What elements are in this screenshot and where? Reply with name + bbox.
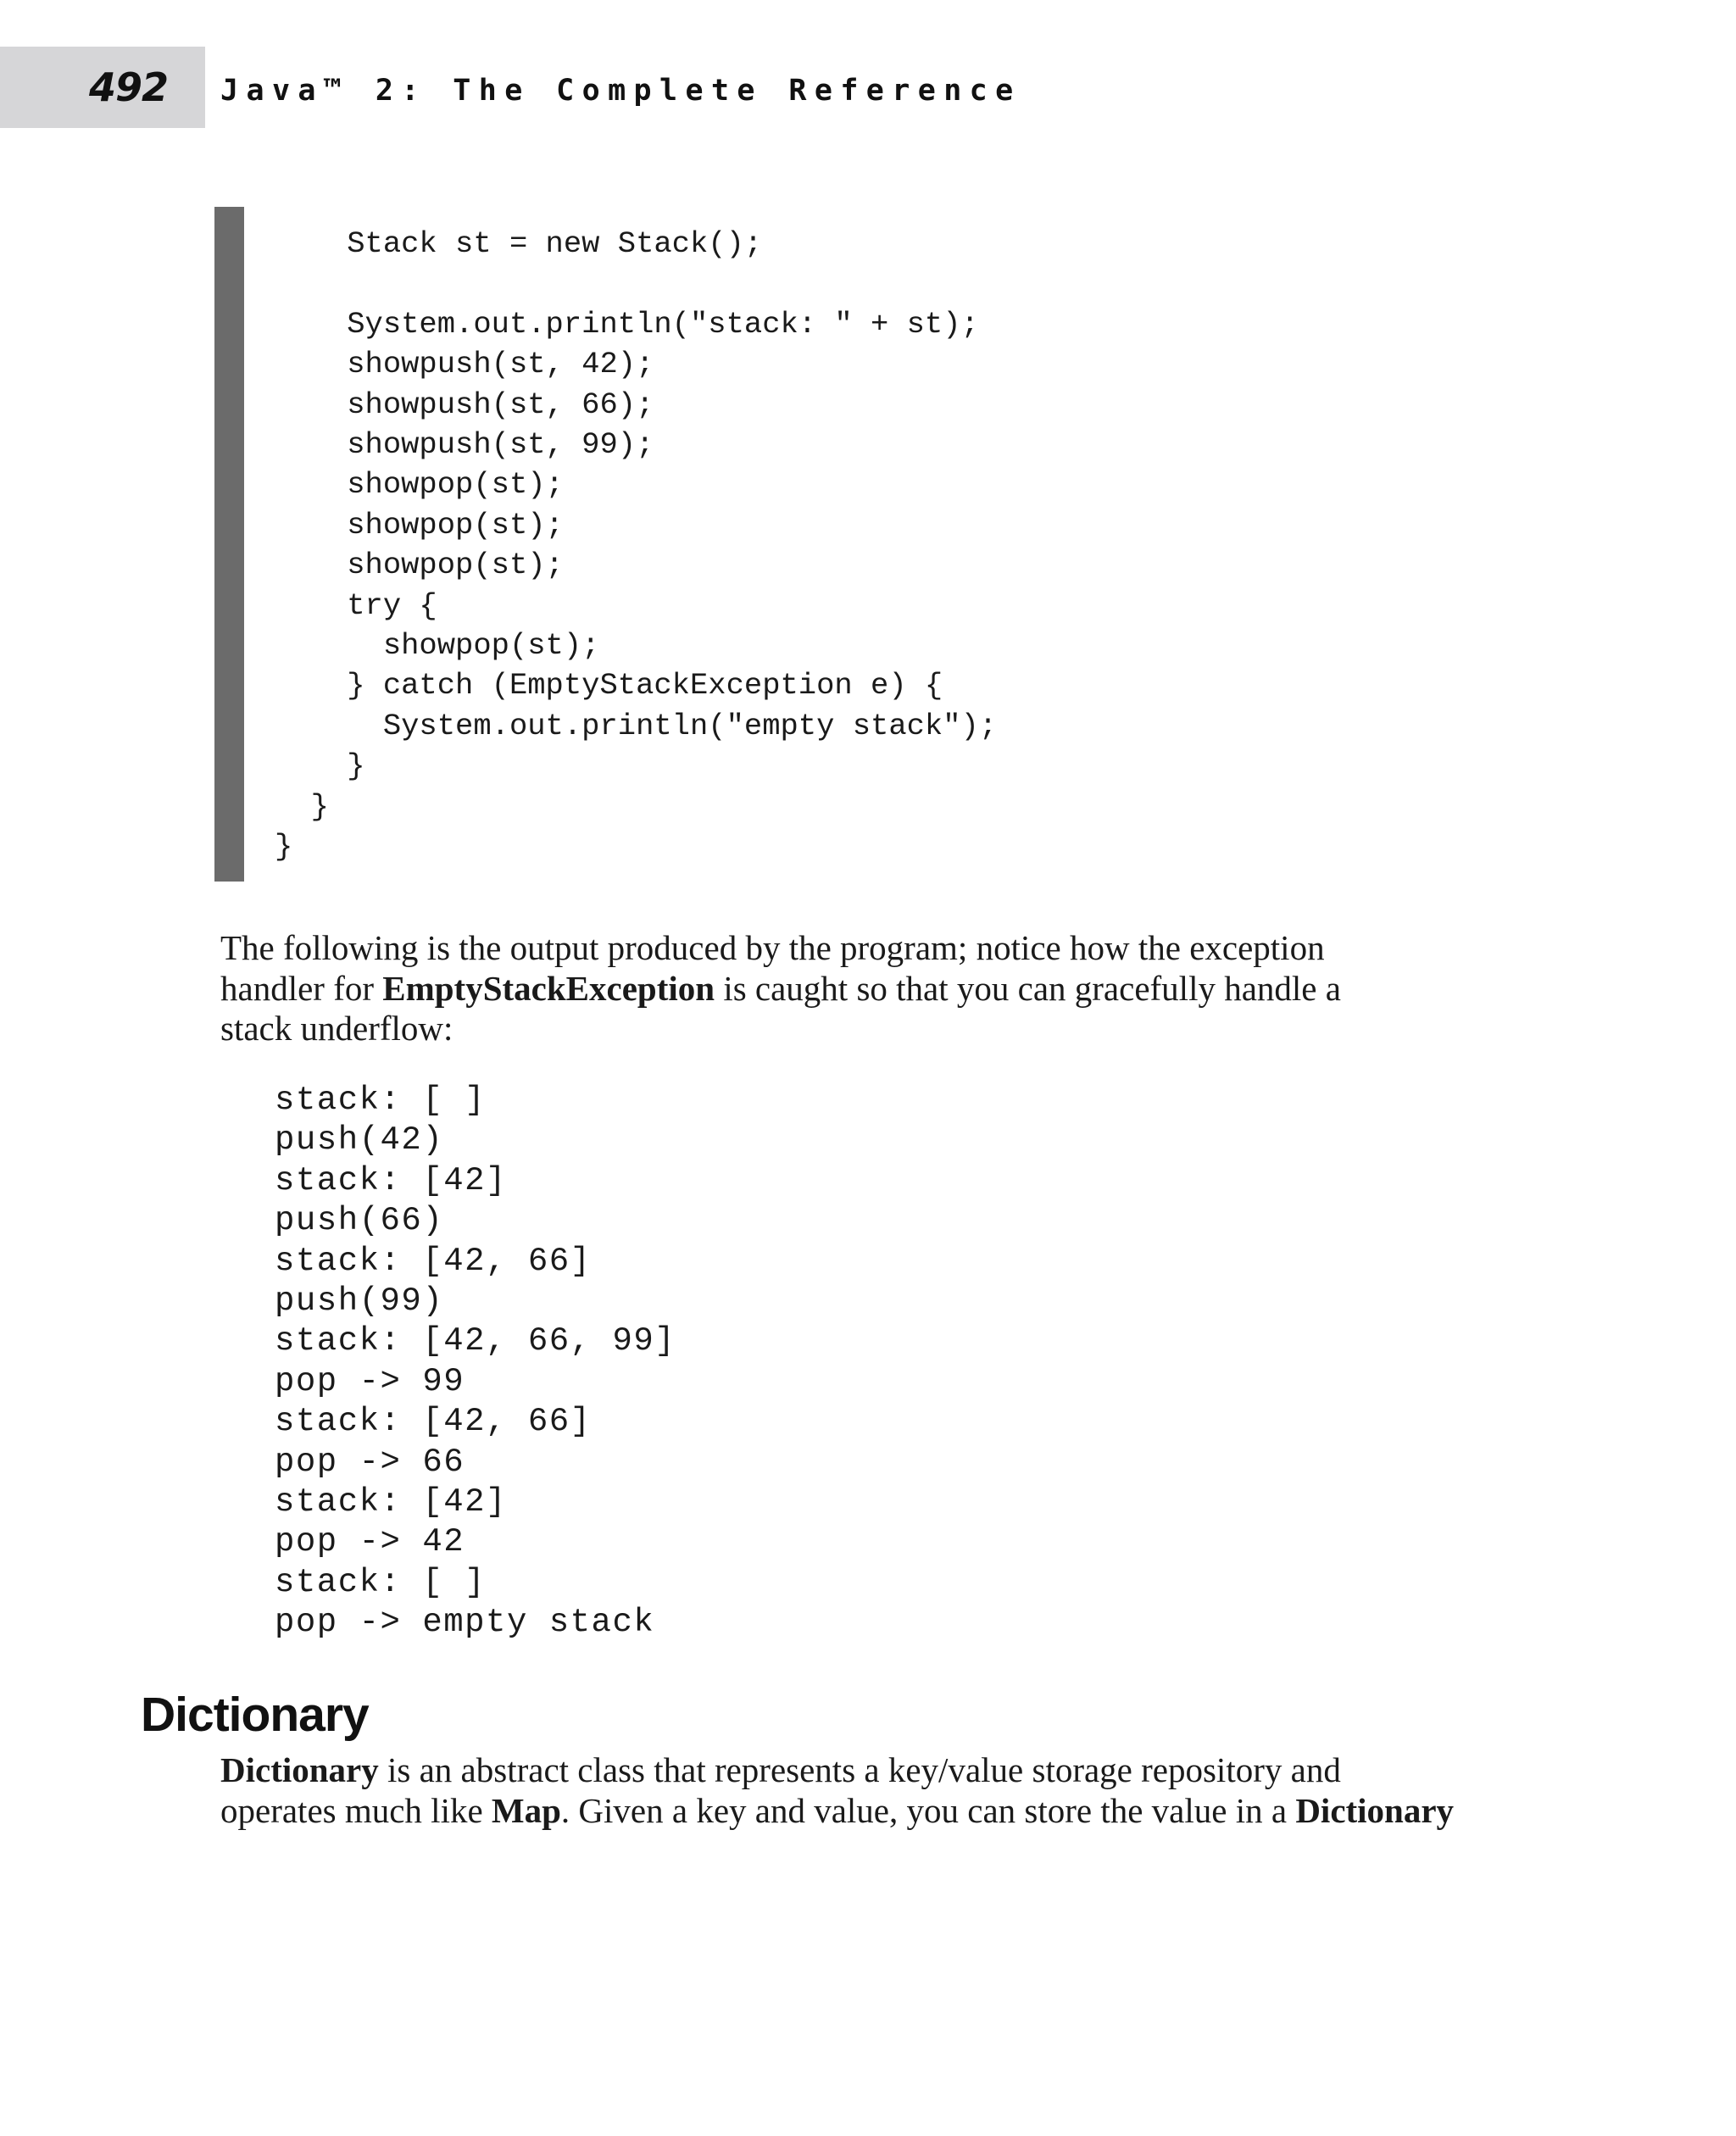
output-line: stack: [42, 66]	[275, 1242, 592, 1280]
output-line: pop -> empty stack	[275, 1604, 655, 1642]
code-line: showpop(st);	[275, 507, 564, 542]
text-run: is an abstract class that represents a key/value storage repository and	[378, 1750, 1341, 1789]
page-number: 492	[88, 64, 168, 110]
output-line: push(99)	[275, 1282, 444, 1321]
text-run: . Given a key and value, you can store the value in a	[560, 1790, 1296, 1830]
output-line: pop -> 42	[275, 1523, 465, 1561]
class-name-emphasis: Dictionary	[220, 1750, 379, 1789]
output-line: stack: [42]	[275, 1483, 507, 1521]
text-run: is caught so that you can gracefully handle a	[715, 968, 1341, 1008]
output-intro-paragraph	[220, 928, 1341, 1049]
code-line: showpush(st, 99);	[275, 427, 654, 463]
running-head: Java™ 2: The Complete Reference	[220, 74, 1021, 108]
output-line: push(66)	[275, 1202, 444, 1240]
output-line: stack: [42]	[275, 1161, 507, 1199]
page-number-box	[0, 47, 205, 128]
class-name-emphasis: Dictionary	[1295, 1790, 1455, 1830]
paragraph-line: stack underflow:	[220, 1009, 453, 1048]
code-line: showpop(st);	[275, 628, 600, 664]
output-line: stack: [42, 66]	[275, 1403, 592, 1441]
code-line: showpush(st, 42);	[275, 347, 654, 382]
paragraph-line	[220, 1750, 1454, 1791]
code-line: System.out.println("stack: " + st);	[275, 306, 979, 342]
code-line: } catch (EmptyStackException e) {	[275, 668, 943, 704]
code-line: showpop(st);	[275, 548, 564, 583]
program-output	[275, 1081, 676, 1644]
output-line: push(42)	[275, 1121, 444, 1160]
class-name-emphasis: EmptyStackException	[382, 968, 715, 1008]
paragraph-line	[220, 1791, 1454, 1832]
dictionary-paragraph	[220, 1750, 1454, 1831]
code-line: showpop(st);	[275, 467, 564, 503]
output-line: stack: [ ]	[275, 1082, 487, 1119]
paragraph-line: The following is the output produced by the program; notice how the exception	[220, 928, 1325, 967]
class-name-emphasis: Map	[491, 1790, 561, 1830]
text-run: operates much like	[220, 1790, 492, 1830]
code-line: try {	[275, 587, 437, 623]
output-line: pop -> 99	[275, 1362, 465, 1400]
code-line: Stack st = new Stack();	[275, 226, 763, 261]
output-line: stack: [ ]	[275, 1563, 487, 1601]
code-listing-bar	[214, 207, 244, 882]
section-heading: Dictionary	[141, 1688, 369, 1742]
output-line: stack: [42, 66, 99]	[275, 1322, 676, 1360]
code-line: }	[275, 748, 365, 784]
paragraph-line	[220, 969, 1341, 1010]
code-line: }	[275, 788, 329, 824]
code-line: }	[275, 829, 293, 865]
text-run: handler for	[220, 968, 383, 1008]
code-listing	[275, 224, 997, 867]
code-line: showpush(st, 66);	[275, 387, 654, 422]
output-line: pop -> 66	[275, 1443, 465, 1481]
code-line: System.out.println("empty stack");	[275, 708, 998, 743]
